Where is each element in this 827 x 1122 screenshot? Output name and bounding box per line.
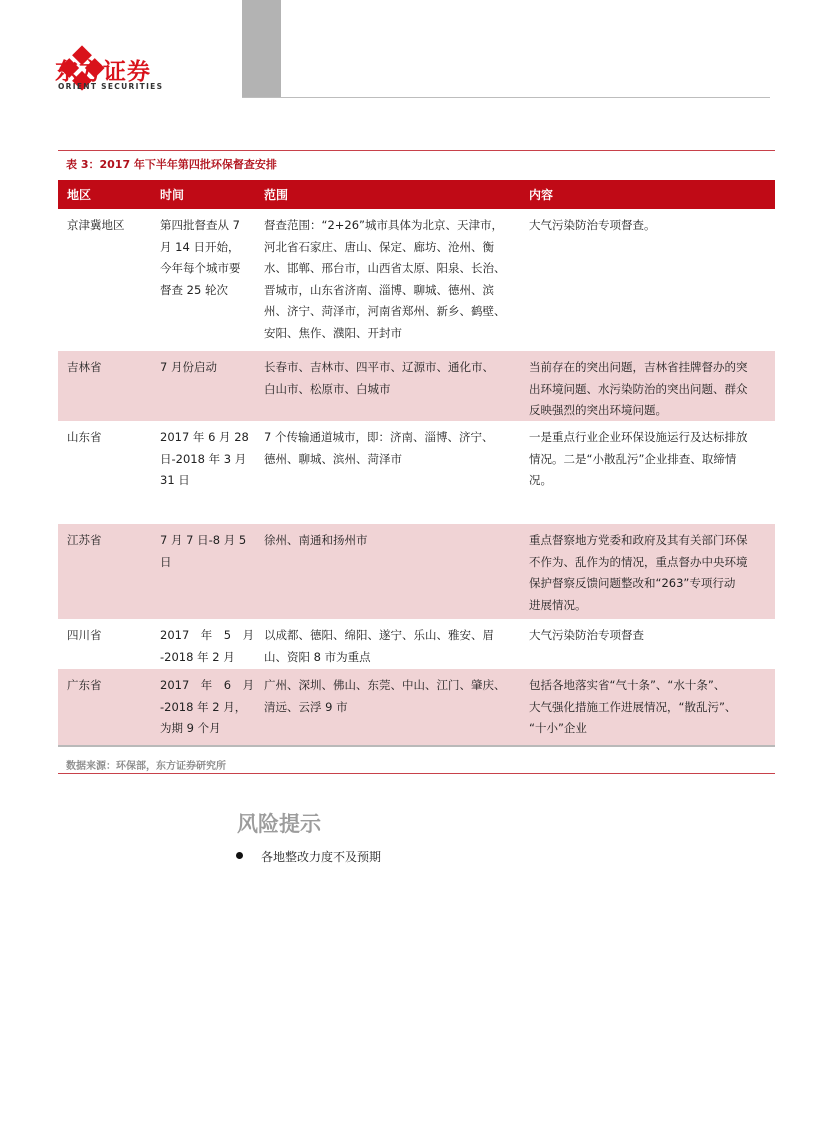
logo-text-cn: 东方证券: [55, 59, 151, 85]
cell-scope-line: 长春市、吉林市、四平市、辽源市、通化市、: [264, 360, 494, 374]
cell-scope: [264, 625, 521, 668]
cell-region: 吉林省: [67, 360, 102, 374]
table-header-row: [58, 180, 775, 209]
cell-time-line: 2017 年 5 月: [160, 628, 255, 642]
cell-time: [160, 427, 255, 492]
cell-time-line: 第四批督查从 7: [160, 218, 240, 232]
cell-content-line: 大气污染防治专项督查: [529, 628, 644, 642]
cell-scope-line: 白山市、松原市、白城市: [264, 381, 391, 396]
cell-scope-line: 7 个传输通道城市，即：济南、淄博、济宁、: [264, 430, 494, 444]
cell-scope-line: 德州、聊城、滨州、菏泽市: [264, 451, 402, 466]
cell-time-line: 2017 年 6 月: [160, 678, 255, 692]
table-row: [58, 669, 775, 745]
cell-scope-line: 清远、云浮 9 市: [264, 699, 348, 714]
cell-time-line: 月 14 日开始，: [160, 239, 240, 254]
cell-region: 江苏省: [67, 533, 102, 547]
data-source-note: 数据来源：环保部，东方证券研究所: [66, 761, 226, 772]
cell-region: 四川省: [67, 628, 102, 642]
cell-time-line: 7 月份启动: [160, 360, 217, 374]
cell-region: 广东省: [67, 678, 102, 692]
cell-content: [529, 427, 771, 492]
cell-time-line: 日-2018 年 3 月: [160, 451, 247, 466]
cell-content-line: 情况。二是“小散乱污”企业排查、取缔情: [529, 451, 737, 466]
cell-time-line: 31 日: [160, 473, 190, 487]
inspection-schedule-table: [58, 180, 775, 747]
cell-time-line: 督查 25 轮次: [160, 282, 228, 297]
column-header-scope: 范围: [264, 188, 289, 202]
cell-region: 京津冀地区: [67, 218, 125, 232]
cell-scope-line: 督查范围：“2+26”城市具体为北京、天津市，: [264, 218, 503, 232]
logo-text-en: ORIENT SECURITIES: [58, 82, 164, 91]
cell-content-line: 出环境问题、水污染防治的突出问题、群众: [529, 381, 748, 396]
table-row: [58, 421, 775, 524]
risk-section-title: 风险提示: [237, 812, 321, 836]
cell-content: [529, 625, 771, 647]
table-row: [58, 209, 775, 351]
cell-time-line: 为期 9 个月: [160, 721, 221, 735]
cell-content: [529, 215, 771, 237]
cell-scope: [264, 530, 521, 552]
bullet-icon: [236, 852, 243, 859]
column-header-content: 内容: [529, 188, 554, 202]
cell-content-line: 反映强烈的突出环境问题。: [529, 403, 667, 417]
cell-content-line: 大气污染防治专项督查。: [529, 218, 656, 232]
header-divider: [242, 97, 770, 98]
cell-time-line: -2018 年 2 月: [160, 649, 235, 664]
cell-content-line: 重点督察地方党委和政府及其有关部门环保: [529, 533, 748, 547]
cell-time-line: 日: [160, 554, 172, 569]
cell-region: 山东省: [67, 430, 102, 444]
cell-content: [529, 357, 771, 422]
cell-scope-line: 广州、深圳、佛山、东莞、中山、江门、肇庆、: [264, 678, 506, 692]
cell-scope: [264, 675, 521, 718]
cell-content-line: 不作为、乱作为的情况，重点督办中央环境: [529, 554, 748, 569]
column-header-time: 时间: [160, 188, 185, 202]
cell-time: [160, 675, 255, 740]
cell-scope-line: 徐州、南通和扬州市: [264, 533, 368, 547]
risk-item: 各地整改力度不及预期: [261, 850, 382, 864]
cell-content-line: “十小”企业: [529, 721, 587, 735]
cell-content: [529, 675, 771, 740]
cell-scope: [264, 427, 521, 470]
cell-scope: [264, 215, 521, 344]
table-bottom-rule: [58, 745, 775, 747]
cell-content-line: 一是重点行业企业环保设施运行及达标排放: [529, 430, 748, 444]
table-source-rule: [58, 773, 775, 774]
table-row: [58, 619, 775, 669]
cell-time: [160, 215, 255, 301]
column-header-region: 地区: [67, 188, 92, 202]
cell-scope: [264, 357, 521, 400]
cell-time: [160, 530, 255, 573]
cell-content-line: 包括各地落实省“气十条”、“水十条”、: [529, 678, 726, 692]
cell-time-line: -2018 年 2 月，: [160, 699, 247, 714]
table-title: 表 3：2017 年下半年第四批环保督查安排: [66, 158, 277, 171]
cell-scope-line: 河北省石家庄、唐山、保定、廊坊、沧州、衡: [264, 239, 494, 254]
cell-content-line: 况。: [529, 473, 552, 487]
cell-content-line: 进展情况。: [529, 597, 587, 612]
cell-scope-line: 山、资阳 8 市为重点: [264, 649, 371, 664]
cell-scope-line: 州、济宁、菏泽市，河南省郑州、新乡、鹤壁、: [264, 304, 506, 318]
cell-content: [529, 530, 771, 616]
table-row: [58, 351, 775, 421]
cell-content-line: 大气强化措施工作进展情况，“散乱污”、: [529, 699, 737, 714]
cell-scope-line: 水、邯郸、邢台市，山西省太原、阳泉、长治、: [264, 261, 506, 275]
cell-time-line: 7 月 7 日-8 月 5: [160, 533, 247, 547]
cell-time: [160, 357, 255, 379]
cell-time-line: 今年每个城市要: [160, 261, 241, 275]
cell-scope-line: 以成都、德阳、绵阳、遂宁、乐山、雅安、眉: [264, 628, 494, 642]
cell-content-line: 当前存在的突出问题，吉林省挂牌督办的突: [529, 360, 748, 374]
cell-scope-line: 晋城市，山东省济南、淄博、聊城、德州、滨: [264, 282, 494, 297]
cell-scope-line: 安阳、焦作、濮阳、开封市: [264, 325, 402, 340]
header-gray-bar: [242, 0, 281, 97]
table-row: [58, 524, 775, 619]
table-top-rule: [58, 150, 775, 151]
cell-content-line: 保护督察反馈问题整改和“263”专项行动: [529, 576, 736, 590]
cell-time: [160, 625, 255, 668]
cell-time-line: 2017 年 6 月 28: [160, 430, 249, 444]
